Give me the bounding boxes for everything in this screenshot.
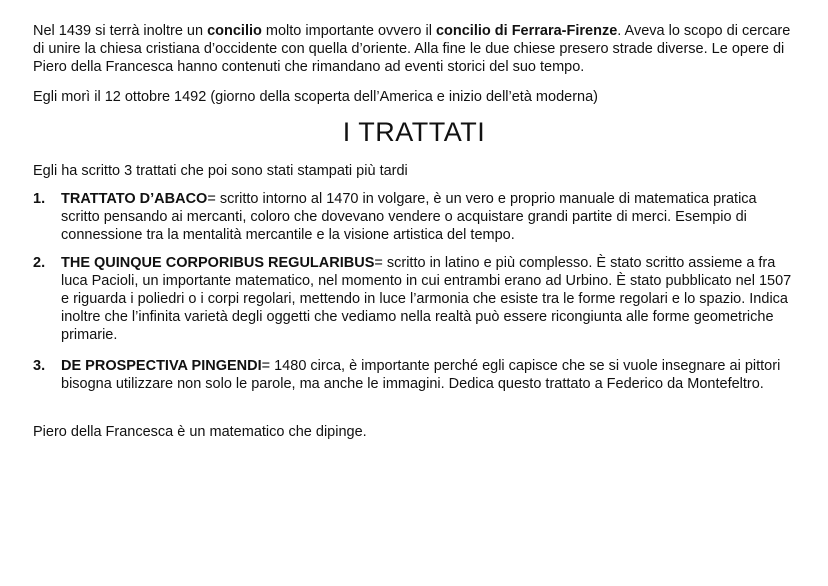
treatise-list-3 [33, 357, 793, 393]
item-number: 3. [33, 358, 46, 374]
list-item [33, 190, 793, 244]
list-item [33, 357, 793, 393]
treatise-description: = scritto intorno al 1470 in volgare, è un vero e proprio manuale di matematica pratica scritto pensando ai mercanti, coloro che dovevano vendere o acquistare grandi partite di merci. Esempio di connessione tra la mentalità mercantile e la visione artistica del tempo. [61, 191, 757, 243]
item-number: 1. [33, 191, 46, 207]
treatise-description: = scritto in latino e più complesso. È stato scritto assieme a fra luca Pacioli, un importante matematico, nel momento in cui entrambi erano ad Urbino. È stato pubblicato nel 1507 e riguarda i poliedri o i corpi regolari, mettendo in luce l’armonia che esiste tra le forme regolari e lo spazio. Indica inoltre che l’infinita varietà degli oggetti che vediamo nella realtà può essere ricongiunta alle forme geometriche primarie. [61, 255, 792, 343]
intro-bold-concilio: concilio [207, 23, 262, 39]
section-title: I TRATTATI [342, 117, 486, 147]
treatise-description: = 1480 circa, è importante perché egli capisce che se si vuole insegnare ai pittori bisogna utilizzare non solo le parole, ma anche le immagini. Dedica questo trattato a Federico da Montefeltro. [61, 358, 781, 392]
treatise-list-1 [33, 190, 793, 244]
lead-paragraph: Egli ha scritto 3 trattati che poi sono stati stampati più tardi [33, 163, 408, 179]
treatise-name: THE QUINQUE CORPORIBUS REGULARIBUS [61, 255, 375, 271]
treatise-name: DE PROSPECTIVA PINGENDI [61, 358, 262, 374]
intro-text-1: Nel 1439 si terrà inoltre un [33, 23, 208, 39]
intro-text-2: molto importante ovvero il [261, 23, 436, 39]
intro-bold-ferrara-firenze: concilio di Ferrara-Firenze [435, 23, 618, 39]
treatise-name: TRATTATO D’ABACO [61, 191, 208, 207]
intro-text-3: . Aveva lo scopo di cercare di unire la chiesa cristiana d’occidente con quella d’oriente. Alla fine le due chiese presero strade diverse. Le opere di Piero della Francesca hanno contenuti che rimandano ad eventi storici del suo tempo. [33, 23, 791, 75]
conclusion-paragraph: Piero della Francesca è un matematico che dipinge. [33, 424, 367, 440]
intro-paragraph [33, 22, 793, 76]
death-paragraph: Egli morì il 12 ottobre 1492 (giorno della scoperta dell’America e inizio dell’età moderna) [33, 89, 598, 105]
list-item [33, 254, 793, 344]
treatise-list-2 [33, 254, 793, 344]
item-number: 2. [33, 255, 46, 271]
